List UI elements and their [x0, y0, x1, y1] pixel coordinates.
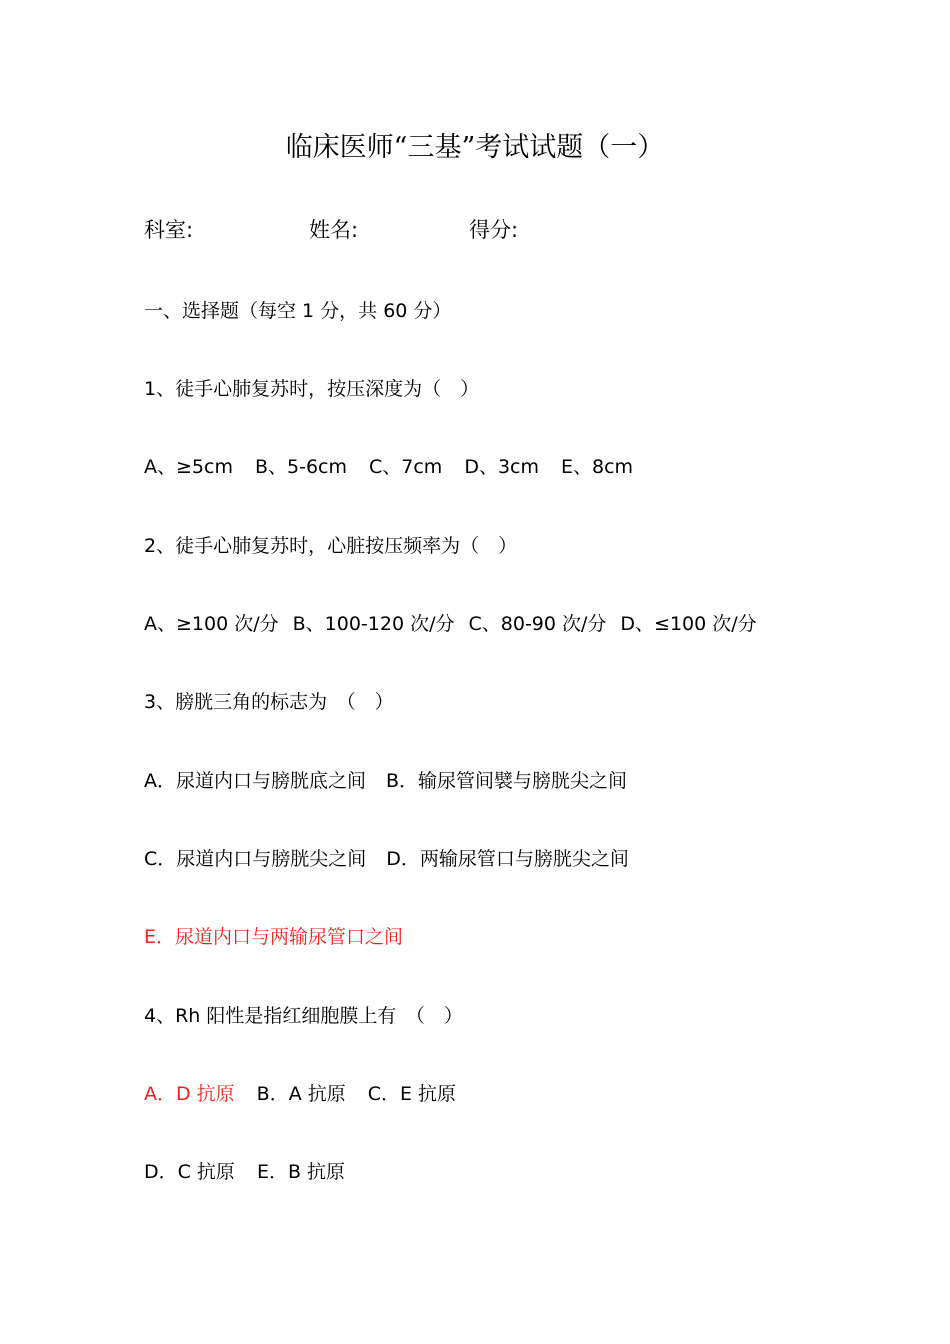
name-label: 姓名: [309, 218, 359, 242]
q4-option-c: C．E 抗原 [367, 1083, 457, 1105]
q3-option-a: A．尿道内口与膀胱底之间 [144, 770, 366, 792]
q4-option-e: E．B 抗原 [256, 1161, 346, 1183]
score-label: 得分: [469, 218, 519, 242]
q4-option-b: B．A 抗原 [256, 1083, 346, 1105]
q2-option-a: A、≥100 次/分 [144, 613, 279, 635]
q1-option-e: E、8cm [561, 456, 634, 478]
q4-option-a-answer: A．D 抗原 [144, 1083, 235, 1105]
exam-header [144, 216, 744, 246]
q1-option-d: D、3cm [464, 456, 539, 478]
question-1-options [144, 453, 633, 481]
question-2-stem: 2、徒手心肺复苏时，心脏按压频率为（ ） [144, 535, 518, 557]
question-4-options-line-1 [144, 1080, 456, 1108]
q2-option-d: D、≤100 次/分 [620, 613, 757, 635]
question-3-options-line-1 [144, 767, 627, 795]
q3-option-c: C．尿道内口与膀胱尖之间 [144, 848, 367, 870]
section-heading: 一、选择题（每空 1 分，共 60 分） [144, 300, 452, 322]
question-1-stem: 1、徒手心肺复苏时，按压深度为（ ） [144, 378, 480, 400]
question-4-stem: 4、Rh 阳性是指红细胞膜上有 （ ） [144, 1005, 463, 1027]
q2-option-c: C、80-90 次/分 [468, 613, 607, 635]
q2-option-b: B、100-120 次/分 [292, 613, 455, 635]
q4-option-d: D．C 抗原 [144, 1161, 235, 1183]
question-4-options-line-2 [144, 1158, 345, 1186]
question-3-stem: 3、膀胱三角的标志为 （ ） [144, 691, 394, 713]
department-label: 科室: [144, 218, 194, 242]
exam-title: 临床医师“三基”考试试题（一） [285, 132, 665, 163]
question-3-options-line-2 [144, 845, 629, 873]
q1-option-c: C、7cm [369, 456, 443, 478]
q3-option-e-answer: E．尿道内口与两输尿管口之间 [144, 926, 404, 948]
q3-option-d: D．两输尿管口与膀胱尖之间 [386, 848, 629, 870]
q1-option-b: B、5-6cm [254, 456, 347, 478]
q3-option-b: B．输尿管间襞与膀胱尖之间 [386, 770, 628, 792]
question-2-options [144, 610, 757, 638]
q1-option-a: A、≥5cm [144, 456, 233, 478]
